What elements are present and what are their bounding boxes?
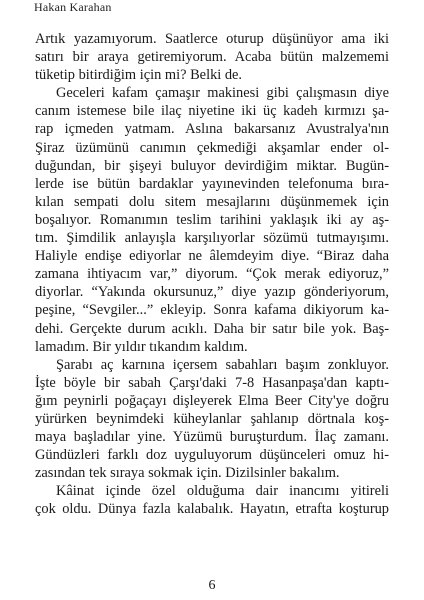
text-line: rap içmeden yatmam. Aslına bakarsanız Avustralya'nın <box>35 121 389 138</box>
text-line: duğundan, bir şişeyi buluyor devirdiğim miktar. Bugün- <box>35 157 389 174</box>
paragraph <box>35 482 389 518</box>
text-line: Şarabı aç karnına içersem sabahları başım zonkluyor. <box>56 356 389 373</box>
text-line: Artık yazamıyorum. Saatlerce oturup düşünüyor ama iki <box>35 31 389 47</box>
text-line: tım. Şimdilik anlayışla karşılıyorlar sözümü tutmayışımı. <box>35 230 389 247</box>
text-line: Geceleri kafam çamaşır makinesi gibi çalışmasın diye <box>56 85 389 102</box>
text-line: zasından tek sıraya sokmak için. Dizilsinler bakalım. <box>35 465 340 482</box>
text-line: çok oldu. Dünya fazla kalabalık. Hayatın, etrafta koşturup <box>35 501 389 518</box>
paragraph <box>35 30 389 84</box>
text-line: peşine, “Sevgiler...” ekleyip. Sonra kafama dikiyorum ka- <box>35 302 389 319</box>
text-line: diyorlar. “Yakında okursunuz,” diye yazıp gönderiyorum, <box>35 284 389 301</box>
text-line: boşalıyor. Romanımın teslim tarihini yaklaşık iki ay aş- <box>35 211 389 228</box>
text-line: Haliyle endişe ediyorlar ne âlemdeyim diye. “Biraz daha <box>35 248 389 265</box>
text-line: yürürken beynimdeki küheylanlar şahlanıp dörtnala koş- <box>35 410 389 427</box>
text-line: satırı bir araya getiremiyorum. Acaba bütün malzememi <box>35 49 389 66</box>
running-header-author: Hakan Karahan <box>34 0 112 14</box>
text-line: İşte böyle bir sabah Çarşı'daki 7-8 Hasanpaşa'dan kaptı- <box>35 374 389 391</box>
text-line: dehi. Gerçekte durum acıklı. Daha bir satır bile yok. Baş- <box>35 320 389 337</box>
text-line: lerde ise bütün bardaklar yayınevinden telefonuma bıra- <box>35 175 389 192</box>
text-line: Gündüzleri farklı doz uyguluyorum düşünceleri omuz hi- <box>35 447 389 464</box>
paragraph <box>35 356 389 483</box>
text-line: canım istemese bile ilaç niyetine iki üç kadeh kırmızı şa- <box>35 103 389 120</box>
text-line: Şiraz üzümünü canımın çekmediği akşamlar ender ol- <box>35 139 389 156</box>
paragraph <box>35 84 389 355</box>
text-line: ğım peynirli poğaçayı dişleyerek Elma Beer City'ye doğru <box>35 392 389 409</box>
text-line: Kâinat içinde özel olduğuma dair inancımı yitireli <box>56 483 389 500</box>
body-text <box>35 30 389 519</box>
text-line: tüketip bitirdiğim için mi? Belki de. <box>35 67 243 84</box>
text-line: kılan sempati dolu sitem mesajlarını düşünmemek için <box>35 193 389 210</box>
text-line: zamana ihtiyacım var,” diyorum. “Çok merak ediyoruz,” <box>35 266 389 283</box>
text-line: lamadım. Bir yıldır tıkandım kaldım. <box>35 338 248 355</box>
text-line: maya başladılar yine. Yüzümü buruşturdum. İlaç zamanı. <box>35 429 389 446</box>
page-number: 6 <box>208 578 216 593</box>
